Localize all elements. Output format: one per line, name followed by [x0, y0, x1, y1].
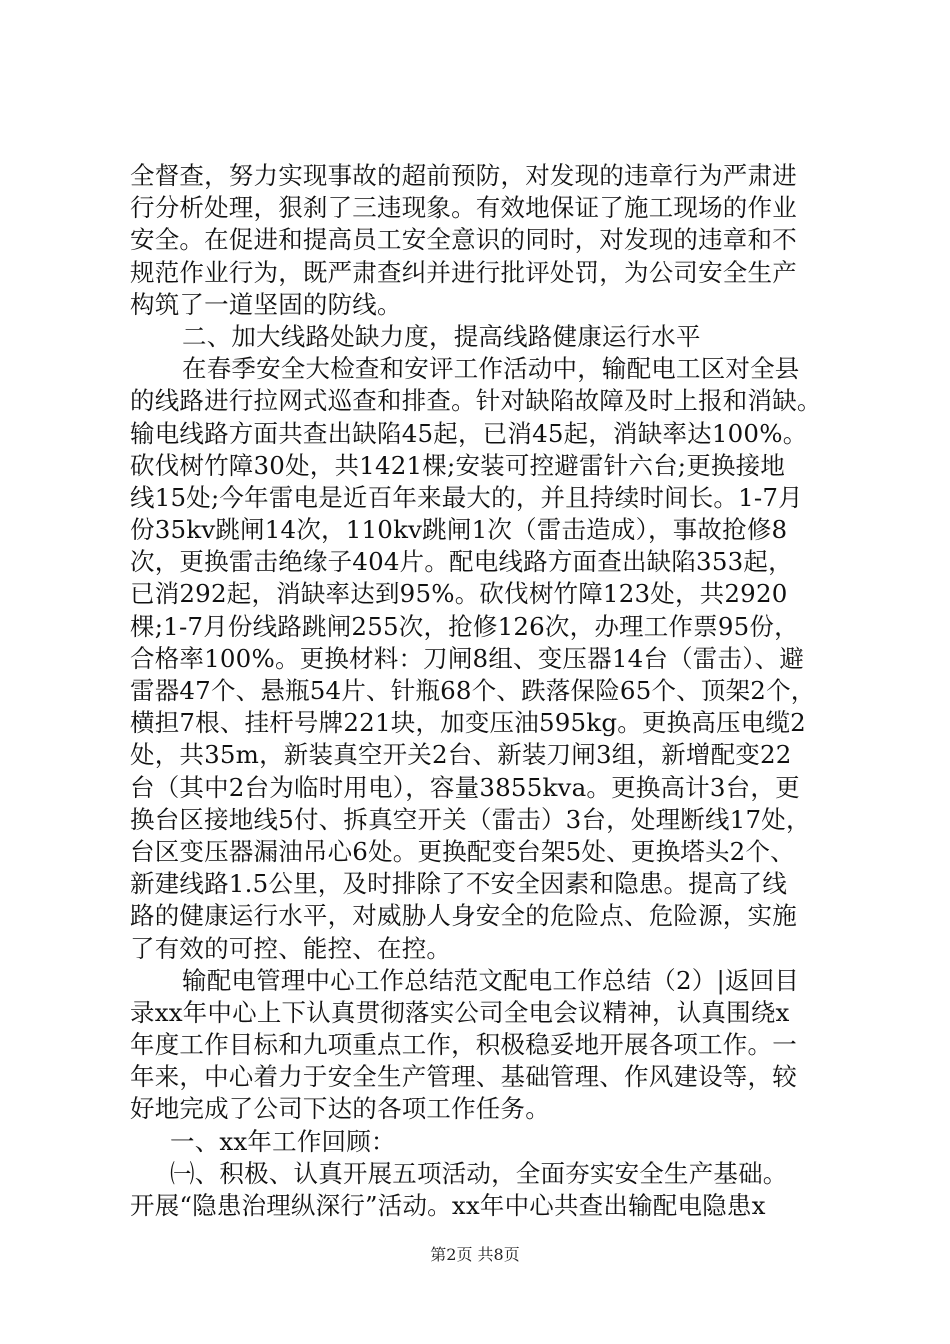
text-line: 好地完成了公司下达的各项工作任务。 — [130, 1094, 550, 1124]
text-line: 合格率100%。更换材料：刀闸8组、变压器14台（雷击）、避 — [130, 643, 805, 673]
text-line: 线15处;今年雷电是近百年来最大的，并且持续时间长。1-7月 — [130, 482, 803, 512]
section-heading: 一、xx年工作回顾： — [170, 1126, 396, 1156]
text-line: 全督查，努力实现事故的超前预防，对发现的违章行为严肃进 — [130, 161, 797, 190]
text-line: 雷器47个、悬瓶54片、针瓶68个、跌落保险65个、顶架2个， — [130, 676, 816, 705]
text-line: 年来，中心着力于安全生产管理、基础管理、作风建设等，较 — [130, 1062, 797, 1092]
text-line: 横担7根、挂杆号牌221块，加变压油595kg。更换高压电缆2 — [130, 708, 806, 738]
text-line: 年度工作目标和九项重点工作，积极稳妥地开展各项工作。一 — [130, 1030, 797, 1060]
text-line: 换台区接地线5付、拆真空开关（雷击）3台，处理断线17处， — [130, 804, 811, 834]
text-line: 在春季安全大检查和安评工作活动中，输配电工区对全县 — [182, 354, 800, 384]
text-line: 次，更换雷击绝缘子404片。配电线路方面查出缺陷353起， — [130, 547, 793, 577]
section-heading: 二、加大线路处缺力度，提高线路健康运行水平 — [182, 321, 701, 351]
text-line: 砍伐树竹障30处，共1421棵;安装可控避雷针六台;更换接地 — [130, 450, 786, 480]
text-line: 新建线路1.5公里，及时排除了不安全因素和隐患。提高了线 — [130, 869, 788, 899]
text-line: 路的健康运行水平，对威胁人身安全的危险点、危险源，实施 — [130, 901, 797, 931]
page-footer: 第2页 共8页 — [430, 1245, 520, 1264]
text-line: 录xx年中心上下认真贯彻落实公司全电会议精神，认真围绕x — [130, 997, 790, 1027]
text-line: 棵;1-7月份线路跳闸255次，抢修126次，办理工作票95份， — [130, 611, 799, 641]
text-line: 安全。在促进和提高员工安全意识的同时，对发现的违章和不 — [130, 225, 797, 255]
text-line: 份35kv跳闸14次，110kv跳闸1次（雷击造成），事故抢修8 — [130, 515, 788, 545]
text-line: 构筑了一道坚固的防线。 — [130, 289, 402, 319]
text-line: 的线路进行拉网式巡查和排查。针对缺陷故障及时上报和消缺。 — [130, 386, 822, 416]
text-line: 输电线路方面共查出缺陷45起，已消45起，消缺率达100%。 — [130, 418, 808, 448]
document-body — [130, 160, 832, 1222]
text-line: 规范作业行为，既严肃查纠并进行批评处罚，为公司安全生产 — [130, 257, 797, 287]
text-line: 处，共35m，新装真空开关2台、新装刀闸3组，新增配变22 — [130, 740, 792, 770]
text-line: 台（其中2台为临时用电），容量3855kva。更换高计3台，更 — [130, 772, 800, 802]
text-line: 台区变压器漏油吊心6处。更换配变台架5处、更换塔头2个、 — [130, 836, 795, 866]
subsection-heading: ㈠、积极、认真开展五项活动，全面夯实安全生产基础。 — [170, 1158, 788, 1188]
text-line: 已消292起，消缺率达到95%。砍伐树竹障123处，共2920 — [130, 579, 788, 609]
text-line: 输配电管理中心工作总结范文配电工作总结（2）|返回目 — [182, 965, 800, 995]
text-line: 开展“隐患治理纵深行”活动。xx年中心共查出输配电隐患x — [130, 1191, 766, 1220]
text-line: 行分析处理，狠刹了三违现象。有效地保证了施工现场的作业 — [130, 193, 797, 223]
text-line: 了有效的可控、能控、在控。 — [130, 933, 452, 963]
